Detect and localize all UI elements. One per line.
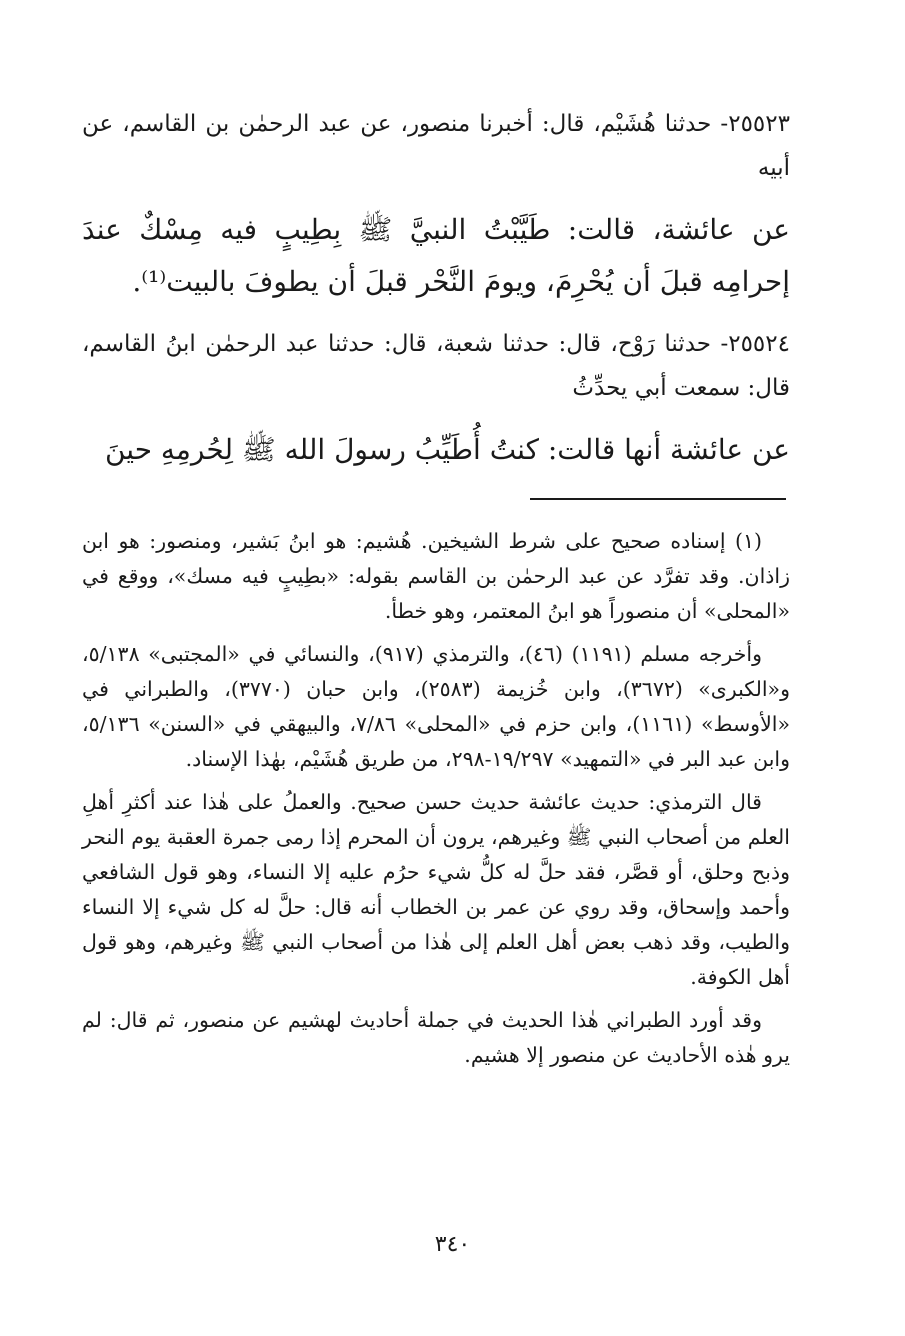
page-number: ٣٤٠: [434, 1232, 471, 1257]
hadith-25524-matn: عن عائشة أنها قالت: كنتُ أُطَيِّبُ رسولَ الله ﷺ لِحُرمِهِ حينَ: [104, 433, 790, 466]
hadith-25524-isnad: ٢٥٥٢٤- حدثنا رَوْح، قال: حدثنا شعبة، قال: حدثنا عبد الرحمٰن ابنُ القاسم، قال: سمعت أبي يحدِّثُ: [82, 331, 790, 401]
hadith-25523-isnad: ٢٥٥٢٣- حدثنا هُشَيْم، قال: أخبرنا منصور، عن عبد الرحمٰن بن القاسم، عن أبيه: [82, 111, 790, 181]
footnote-paragraph-4: وقد أورد الطبراني هٰذا الحديث في جملة أحاديث لهشيم عن منصور، ثم قال: لم يرو هٰذه الأحاديث عن منصور إلا هشيم.: [82, 1008, 790, 1067]
footnote-separator: [530, 498, 786, 500]
footnote-paragraph-2: وأخرجه مسلم (١١٩١) (٤٦)، والترمذي (٩١٧)، والنسائي في «المجتبى» ٥/١٣٨، و«الكبرى» (٣٦٧٢)، وابن خُزيمة (٢٥٨٣)، وابن حبان (٣٧٧٠)، والطبراني في «الأوسط» (١١٦١)، وابن حزم في «المحلى» ٧/٨٦، والبيهقي في «السنن» ٥/١٣٦، وابن عبد البر في «التمهيد» ١٩/٢٩٧-٢٩٨، من طريق هُشَيْم، بهٰذا الإسناد.: [82, 642, 790, 771]
footnote-paragraph-3: قال الترمذي: حديث عائشة حديث حسن صحيح. والعملُ على هٰذا عند أكثرِ أهلِ العلم من أصحاب النبي ﷺ وغيرهم، يرون أن المحرم إذا رمى جمرة العقبة يوم النحر وذبح وحلق، أو قصَّر، فقد حلَّ له كلُّ شيء حرُم عليه إلا النساء، وهو قول الشافعي وأحمد وإسحاق، وقد روي عن عمر بن الخطاب أنه قال: حلَّ له كل شيء إلا النساء والطيب، وقد ذهب بعض أهل العلم إلى هٰذا من أصحاب النبي ﷺ وغيرهم، وهو قول أهل الكوفة.: [82, 790, 790, 989]
hadith-25523-matn: عن عائشة، قالت: طَيَّبْتُ النبيَّ ﷺ بِطِيبٍ فيه مِسْكٌ عندَ إحرامِه قبلَ أن يُحْرِمَ، ويومَ النَّحْر قبلَ أن يطوفَ بالبيت⁽¹⁾.: [82, 213, 790, 298]
main-text: [82, 102, 790, 476]
footnotes: [82, 524, 790, 1081]
footnote-paragraph-1: (١) إسناده صحيح على شرط الشيخين. هُشيم: هو ابنُ بَشير، ومنصور: هو ابن زاذان. وقد تفرَّد عن عبد الرحمٰن بن القاسم بقوله: «بطِيبٍ فيه مسك»، ووقع في «المحلى» أن منصوراً هو ابنُ المعتمر، وهو خطأ.: [82, 529, 790, 623]
